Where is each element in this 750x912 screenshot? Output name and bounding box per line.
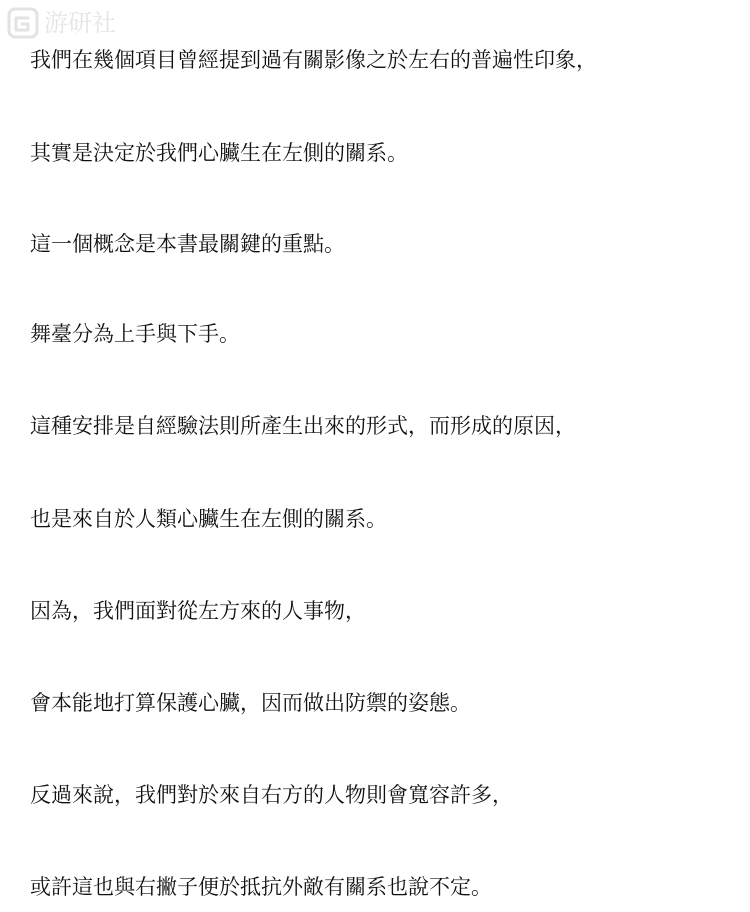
watermark [6, 6, 116, 40]
logo-mark-icon [6, 6, 40, 40]
paragraph-line: 反過來說，我們對於來自右方的人物則會寬容許多， [30, 783, 513, 807]
paragraph-line: 這種安排是自經驗法則所產生出來的形式，而形成的原因， [30, 414, 576, 438]
paragraph-line: 我們在幾個項目曾經提到過有關影像之於左右的普遍性印象， [30, 48, 597, 72]
paragraph-line: 其實是決定於我們心臟生在左側的關系。 [30, 141, 408, 165]
paragraph-line: 這一個概念是本書最關鍵的重點。 [30, 232, 345, 256]
watermark-text: 游研社 [44, 9, 116, 37]
paragraph-line: 或許這也與右撇子便於抵抗外敵有關系也說不定。 [30, 875, 492, 899]
paragraph-line: 因為，我們面對從左方來的人事物， [30, 599, 366, 623]
paragraph-line: 會本能地打算保護心臟，因而做出防禦的姿態。 [30, 691, 471, 715]
paragraph-line: 舞臺分為上手與下手。 [30, 322, 240, 346]
paragraph-line: 也是來自於人類心臟生在左側的關系。 [30, 507, 387, 531]
